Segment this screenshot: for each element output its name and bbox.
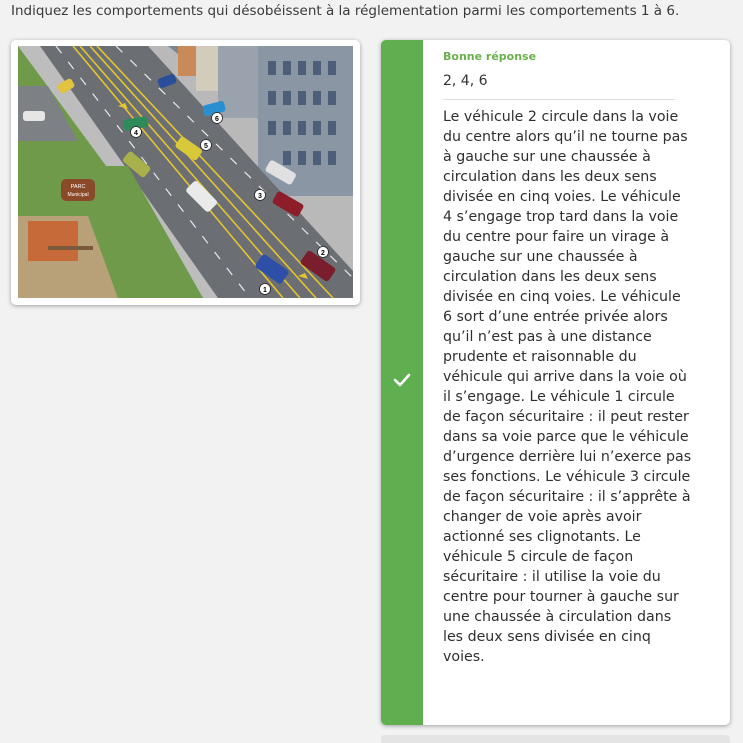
answer-feedback-card (381, 40, 730, 725)
status-label: Bonne réponse (443, 50, 537, 63)
road-illustration (18, 46, 353, 298)
park-sign-line1: PARC (70, 184, 86, 190)
illustration-card (11, 40, 360, 305)
park-sign-line2: Municipal (67, 192, 89, 198)
correct-status-stripe (381, 40, 423, 725)
vehicle-4-label: 4 (134, 130, 138, 137)
vehicle-2-label: 2 (321, 250, 325, 257)
vehicle-1-label: 1 (263, 287, 267, 294)
correct-answer-value: 2, 4, 6 (443, 72, 675, 100)
vehicle-5-label: 5 (204, 143, 208, 150)
answer-explanation: Le véhicule 2 circule dans la voie du centre alors qu’il ne tourne pas à gauche sur une chaussée à circulation dans les deux sens divisée en cinq voies. Le véhicule 4 s’engage trop tard dans la voie du centre pour faire un virage à gauche sur une chaussée à circulation dans les deux sens divisée en cinq voies. Le véhicule 6 sort d’une entrée privée alors qu’il n’est pas à une distance prudente et raisonnable du véhicule qui arrive dans la voie où il s’engage. Le véhicule 1 circule de façon sécuritaire : il peut rester dans sa voie parce que le véhicule d’urgence derrière lui n’exerce pas ses fonctions. Le véhicule 3 circule de façon sécuritaire : il s’apprête à changer de voie après avoir actionné ses clignotants. Le véhicule 5 circule de façon sécuritaire : il utilise la voie du centre pour tourner à gauche sur une chaussée à circulation dans les deux sens divisée en cinq voies. (443, 109, 692, 665)
question-text: Indiquez les comportements qui désobéissent à la réglementation parmi les comportements 1 à 6. (11, 3, 680, 19)
vehicle-6-label: 6 (215, 116, 219, 123)
next-card-edge (381, 735, 730, 743)
vehicle-3-label: 3 (258, 193, 262, 200)
checkmark-icon (391, 369, 413, 391)
